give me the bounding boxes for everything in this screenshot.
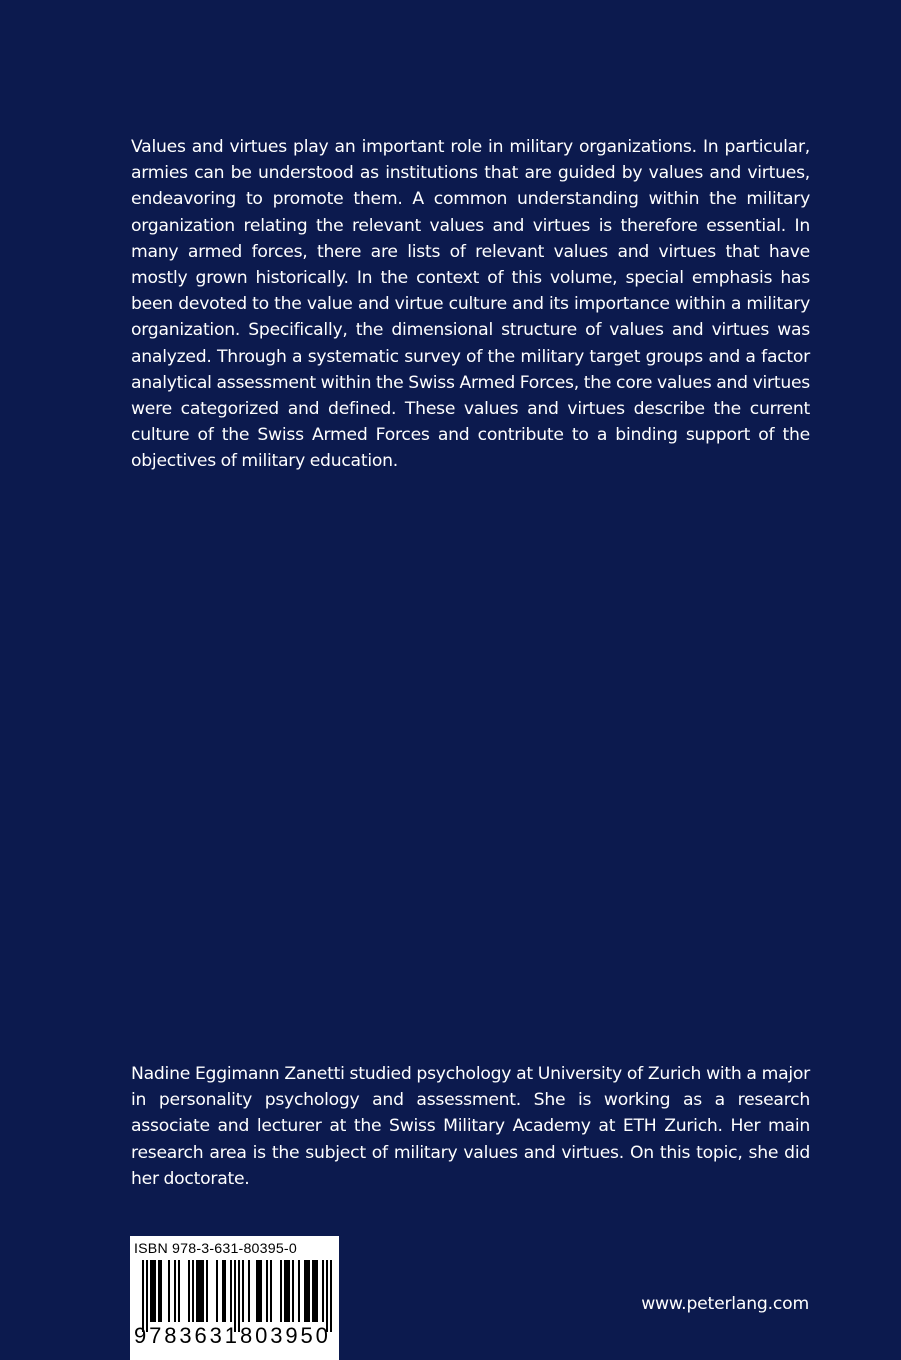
barcode-digits: 9783631803950: [134, 1323, 331, 1348]
barcode-bar: [288, 1260, 290, 1322]
barcode-bar: [160, 1260, 162, 1322]
barcode-bar: [142, 1260, 144, 1332]
barcode-bar: [206, 1260, 208, 1322]
barcode-bar: [316, 1260, 318, 1322]
barcode-bar: [174, 1260, 176, 1322]
barcode-bar: [322, 1260, 324, 1322]
barcode-bar: [256, 1260, 258, 1322]
barcode-bar: [308, 1260, 310, 1322]
barcode-bar: [198, 1260, 200, 1322]
barcode-bar: [286, 1260, 288, 1322]
barcode-bar: [306, 1260, 308, 1322]
barcode-bar: [200, 1260, 202, 1322]
barcode-bar: [168, 1260, 170, 1322]
barcode-bar: [242, 1260, 244, 1322]
barcode-bar: [330, 1260, 332, 1332]
barcode-bar: [150, 1260, 152, 1322]
isbn-label: ISBN 978-3-631-80395-0: [134, 1241, 297, 1257]
barcode-bar: [230, 1260, 232, 1322]
barcode-bar: [222, 1260, 224, 1322]
barcode-bar: [248, 1260, 250, 1322]
barcode-bar: [154, 1260, 156, 1322]
barcode-bar: [196, 1260, 198, 1322]
barcode-bar: [260, 1260, 262, 1322]
isbn-barcode: [130, 1236, 339, 1360]
barcode-bar: [146, 1260, 148, 1332]
barcode-bar: [270, 1260, 272, 1322]
barcode-bar: [326, 1260, 328, 1332]
barcode-bar: [158, 1260, 160, 1322]
barcode-bar: [266, 1260, 268, 1322]
barcode-bar: [178, 1260, 180, 1322]
barcode-bar: [292, 1260, 294, 1322]
barcode-bar: [304, 1260, 306, 1322]
author-bio: Nadine Eggimann Zanetti studied psychology at University of Zurich with a major in personality psychology and assessment. She is working as a research associate and lecturer at the Swiss Military Academy at ETH Zurich. Her main research area is the subject of military values and virtues. On this topic, she did her doctorate.: [131, 1064, 810, 1189]
barcode-bar: [216, 1260, 218, 1322]
barcode-bar: [152, 1260, 154, 1322]
barcode-bar: [224, 1260, 226, 1322]
publisher-website: www.peterlang.com: [641, 1294, 809, 1314]
barcode-bar: [188, 1260, 190, 1322]
barcode-bar: [192, 1260, 194, 1322]
barcode-bar: [258, 1260, 260, 1322]
barcode-bar: [298, 1260, 300, 1322]
barcode-bar: [284, 1260, 286, 1322]
barcode-bar: [238, 1260, 240, 1332]
book-description: Values and virtues play an important role in military organizations. In particular, armies can be understood as institutions that are guided by values and virtues, endeavoring to promote them. A common understanding within the military organization relating the relevant values and virtues is therefore essential. In many armed forces, there are lists of relevant values and virtues that have mostly grown historically. In the context of this volume, special emphasis has been devoted to the value and virtue culture and its importance within a military organization. Specifically, the dimensional structure of values and virtues was analyzed. Through a systematic survey of the military target groups and a factor analytical assessment within the Swiss Armed Forces, the core values and virtues were categorized and defined. These values and virtues describe the current culture of the Swiss Armed Forces and contribute to a binding support of the objectives of military education.: [131, 137, 810, 472]
barcode-bar: [312, 1260, 314, 1322]
barcode-bar: [234, 1260, 236, 1332]
barcode-bar: [202, 1260, 204, 1322]
barcode-bar: [280, 1260, 282, 1322]
barcode-bar: [314, 1260, 316, 1322]
